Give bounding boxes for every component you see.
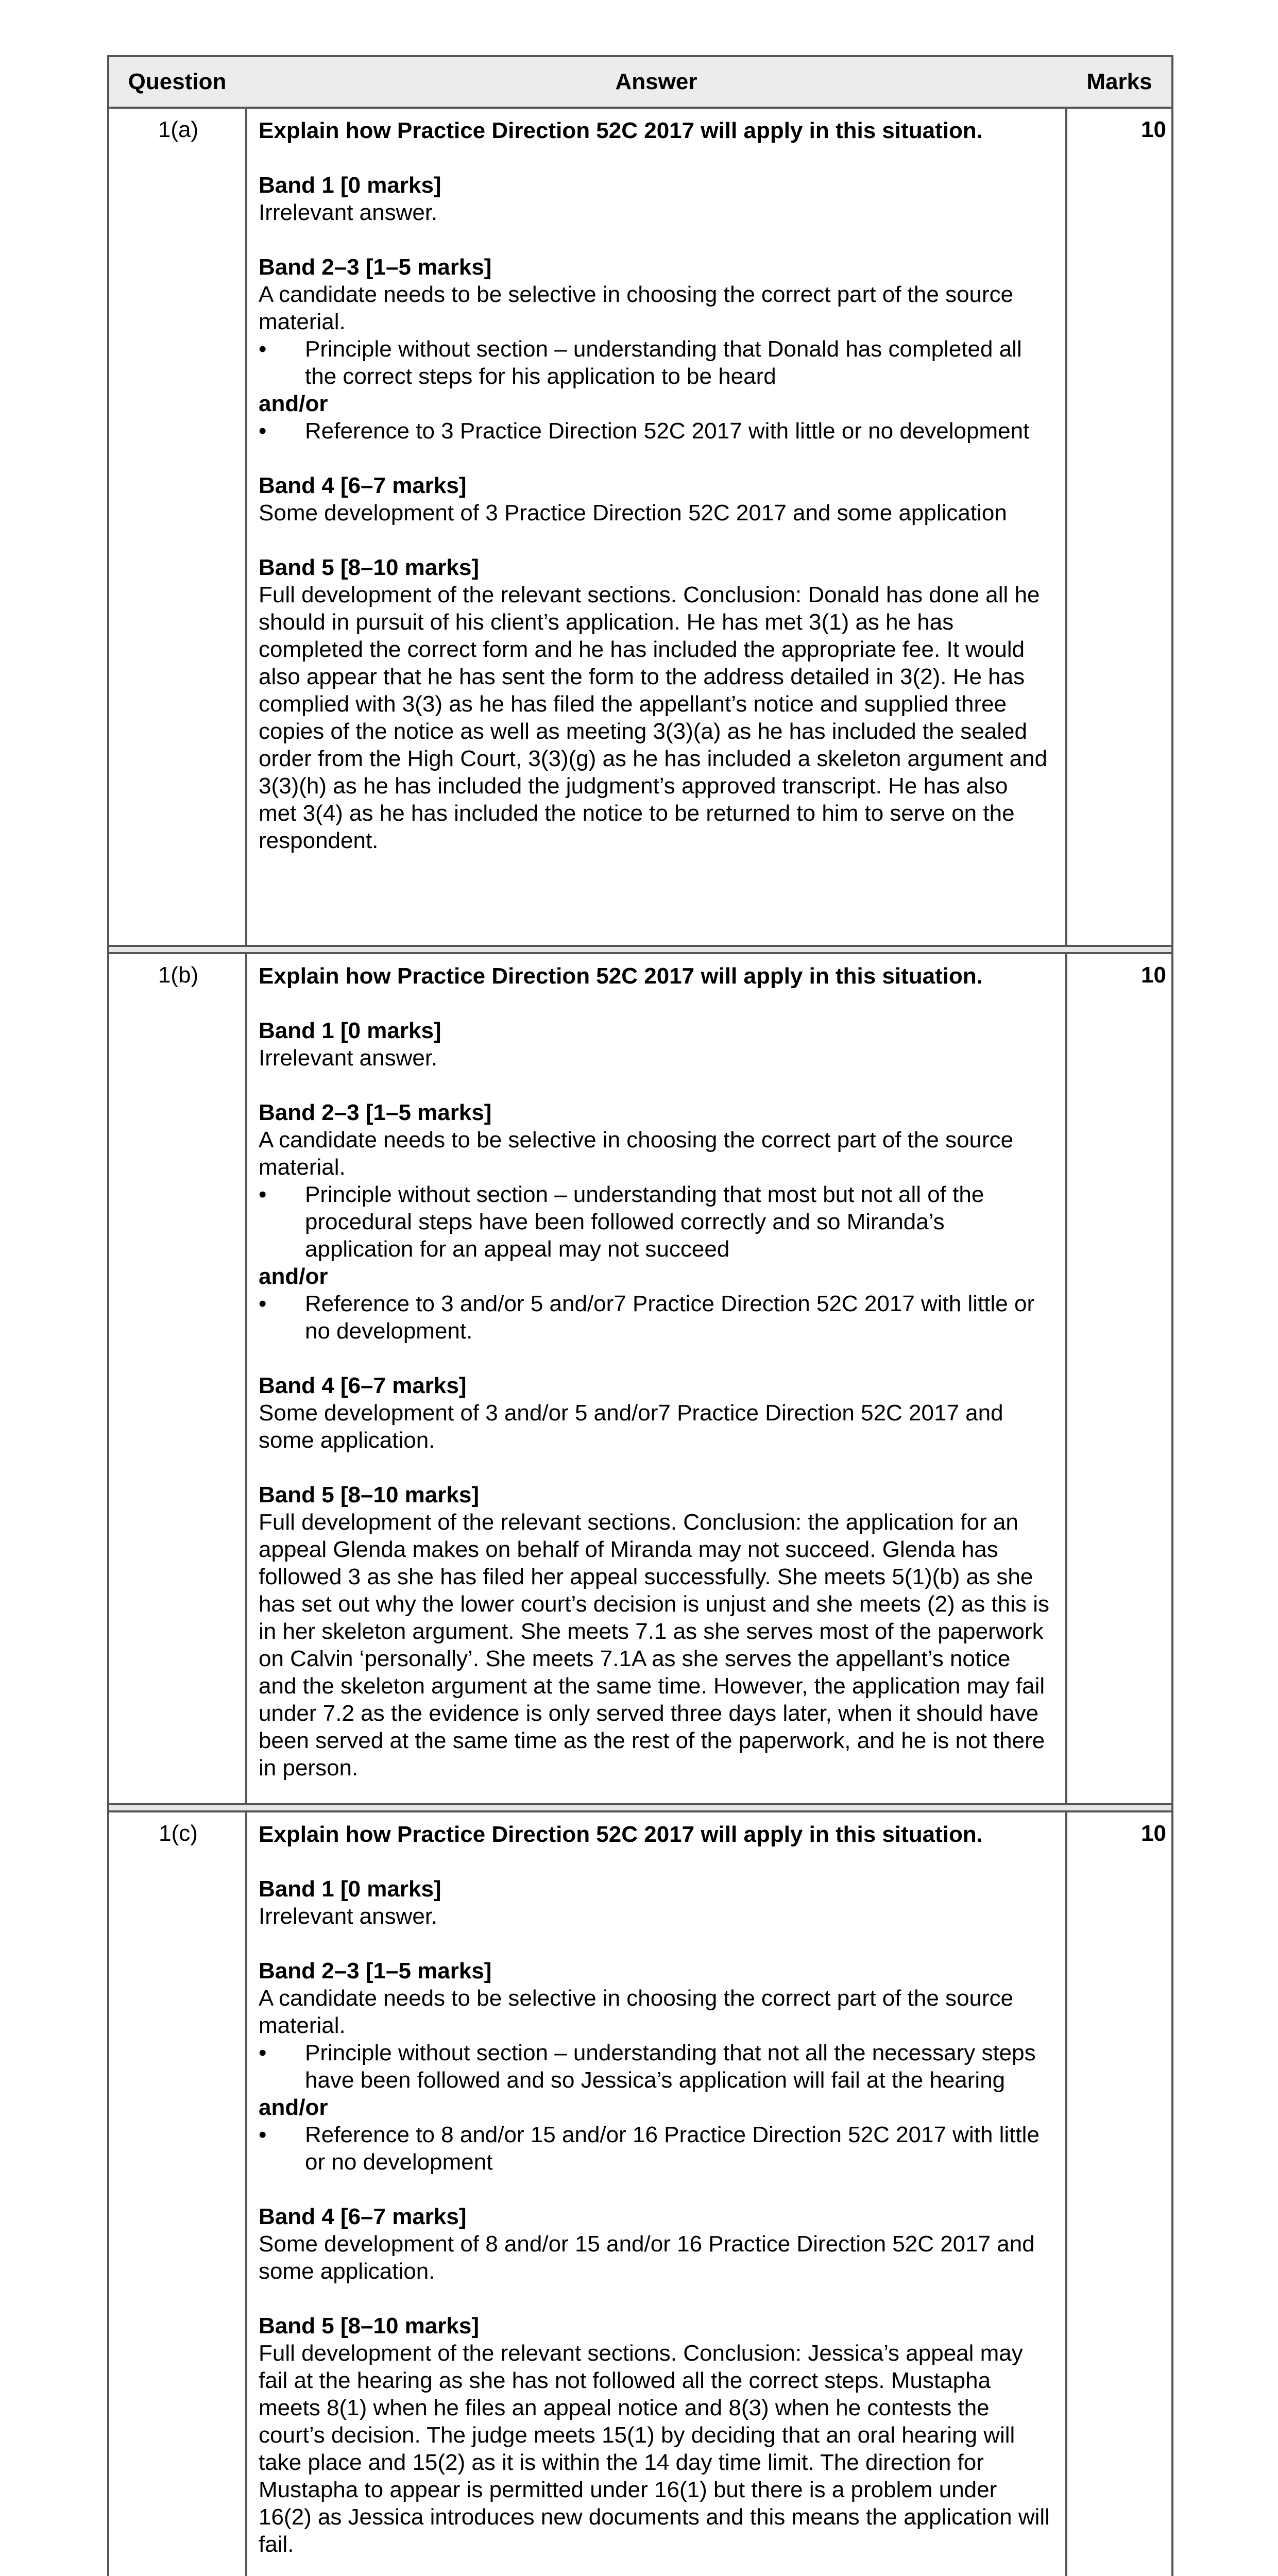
bullet-icon: • — [259, 1291, 267, 1316]
bullet-item — [259, 417, 1052, 445]
table-row — [109, 109, 1171, 945]
bullet-icon: • — [259, 1182, 267, 1207]
bullet-icon: • — [259, 2040, 267, 2065]
bullet-text: Principle without section – understanding that most but not all of the procedural steps have been followed correctly and so Miranda’s application for an appeal may not succeed — [305, 1182, 984, 1262]
question-title: Explain how Practice Direction 52C 2017 will apply in this situation. — [259, 118, 983, 143]
table-row — [109, 1812, 1171, 2576]
band-title: Band 5 [8–10 marks] — [259, 2313, 479, 2338]
question-id: 1(b) — [158, 962, 199, 988]
band-title: Band 2–3 [1–5 marks] — [259, 255, 492, 280]
band-text: Some development of 8 and/or 15 and/or 16 Practice Direction 52C 2017 and some application. — [259, 2231, 1035, 2284]
band-text: Full development of the relevant sections. Conclusion: Jessica’s appeal may fail at the hearing as she has not followed all the correct steps. Mustapha meets 8(1) when he files an appeal notice and 8(3) when he contests the court’s decision. The judge meets 15(1) by deciding that an oral hearing will take place and 15(2) as it is within the 14 day time limit. The direction for Mustapha to appear is permitted under 16(1) but there is a problem under 16(2) as Jessica introduces new documents and this means the application will fail. — [259, 2341, 1050, 2557]
marks-value: 10 — [1141, 962, 1166, 988]
header-answer: Answer — [615, 69, 697, 94]
band-title: Band 2–3 [1–5 marks] — [259, 1100, 492, 1125]
answer-cell — [259, 117, 1052, 854]
band-text: A candidate needs to be selective in choosing the correct part of the source material. — [259, 282, 1014, 334]
band-text: Some development of 3 Practice Direction 52C 2017 and some application — [259, 500, 1007, 526]
band-title: Band 5 [8–10 marks] — [259, 555, 479, 580]
table-header — [109, 57, 1171, 109]
band-title: Band 1 [0 marks] — [259, 1018, 441, 1043]
bullet-icon: • — [259, 418, 267, 444]
header-question: Question — [128, 69, 227, 94]
band-title: Band 4 [6–7 marks] — [259, 1373, 467, 1398]
question-title: Explain how Practice Direction 52C 2017 will apply in this situation. — [259, 1822, 983, 1847]
row-separator — [109, 945, 1171, 954]
and-or-label: and/or — [259, 391, 328, 416]
bullet-item — [259, 2121, 1052, 2176]
bullet-item — [259, 2039, 1052, 2094]
answer-cell — [259, 962, 1052, 1782]
header-marks: Marks — [1086, 69, 1152, 94]
band-text: Irrelevant answer. — [259, 1045, 438, 1071]
band-text: Some development of 3 and/or 5 and/or7 Practice Direction 52C 2017 and some application. — [259, 1400, 1003, 1453]
band-text: Full development of the relevant sections. Conclusion: the application for an appeal Glenda makes on behalf of Miranda may not succeed. Glenda has followed 3 as she has filed her appeal successfully. She meets 5(1)(b) as she has set out why the lower court’s decision is unjust and she meets (2) as this is in her skeleton argument. She meets 7.1 as she serves most of the paperwork on Calvin ‘personally’. She meets 7.1A as she serves the appellant’s notice and the skeleton argument at the same time. However, the application may fail under 7.2 as the evidence is only served three days later, when it should have been served at the same time as the rest of the paperwork, and he is not there in person. — [259, 1510, 1050, 1781]
bullet-icon: • — [259, 336, 267, 362]
question-id: 1(a) — [158, 117, 199, 142]
bullet-item — [259, 1181, 1052, 1263]
band-text: A candidate needs to be selective in choosing the correct part of the source material. — [259, 1127, 1014, 1180]
band-title: Band 1 [0 marks] — [259, 173, 441, 198]
and-or-label: and/or — [259, 2095, 328, 2120]
bullet-text: Reference to 3 Practice Direction 52C 2017 with little or no development — [305, 418, 1030, 444]
table-row — [109, 954, 1171, 1803]
marks-value: 10 — [1141, 117, 1166, 142]
band-text: Irrelevant answer. — [259, 1904, 438, 1929]
mark-scheme-table — [107, 55, 1173, 2576]
bullet-item — [259, 1290, 1052, 1345]
band-text: A candidate needs to be selective in choosing the correct part of the source material. — [259, 1986, 1014, 2038]
marks-value: 10 — [1141, 1821, 1166, 1846]
bullet-text: Principle without section – understanding that Donald has completed all the correct steps for his application to be heard — [305, 336, 1022, 389]
row-separator — [109, 1803, 1171, 1812]
bullet-item — [259, 335, 1052, 390]
question-title: Explain how Practice Direction 52C 2017 will apply in this situation. — [259, 963, 983, 989]
question-id: 1(c) — [159, 1821, 198, 1846]
band-title: Band 4 [6–7 marks] — [259, 473, 467, 498]
bullet-icon: • — [259, 2122, 267, 2147]
band-text: Irrelevant answer. — [259, 200, 438, 225]
and-or-label: and/or — [259, 1264, 328, 1289]
band-title: Band 4 [6–7 marks] — [259, 2204, 467, 2229]
bullet-text: Reference to 3 and/or 5 and/or7 Practice Direction 52C 2017 with little or no development. — [305, 1291, 1035, 1344]
bullet-text: Reference to 8 and/or 15 and/or 16 Practice Direction 52C 2017 with little or no development — [305, 2122, 1040, 2175]
bullet-text: Principle without section – understanding that not all the necessary steps have been followed and so Jessica’s application will fail at the hearing — [305, 2040, 1036, 2093]
band-title: Band 5 [8–10 marks] — [259, 1482, 479, 1507]
band-text: Full development of the relevant sections. Conclusion: Donald has done all he should in pursuit of his client’s application. He has met 3(1) as he has completed the correct form and he has included the appropriate fee. It would also appear that he has sent the form to the address detailed in 3(2). He has complied with 3(3) as he has filed the appellant’s notice and supplied three copies of the notice as well as meeting 3(3)(a) as he has included the sealed order from the High Court, 3(3)(g) as he has included a skeleton argument and 3(3)(h) as he has included the judgment’s approved transcript. He has also met 3(4) as he has included the notice to be returned to him to serve on the respondent. — [259, 582, 1048, 853]
answer-cell — [259, 1821, 1052, 2558]
band-title: Band 1 [0 marks] — [259, 1876, 441, 1902]
band-title: Band 2–3 [1–5 marks] — [259, 1958, 492, 1984]
